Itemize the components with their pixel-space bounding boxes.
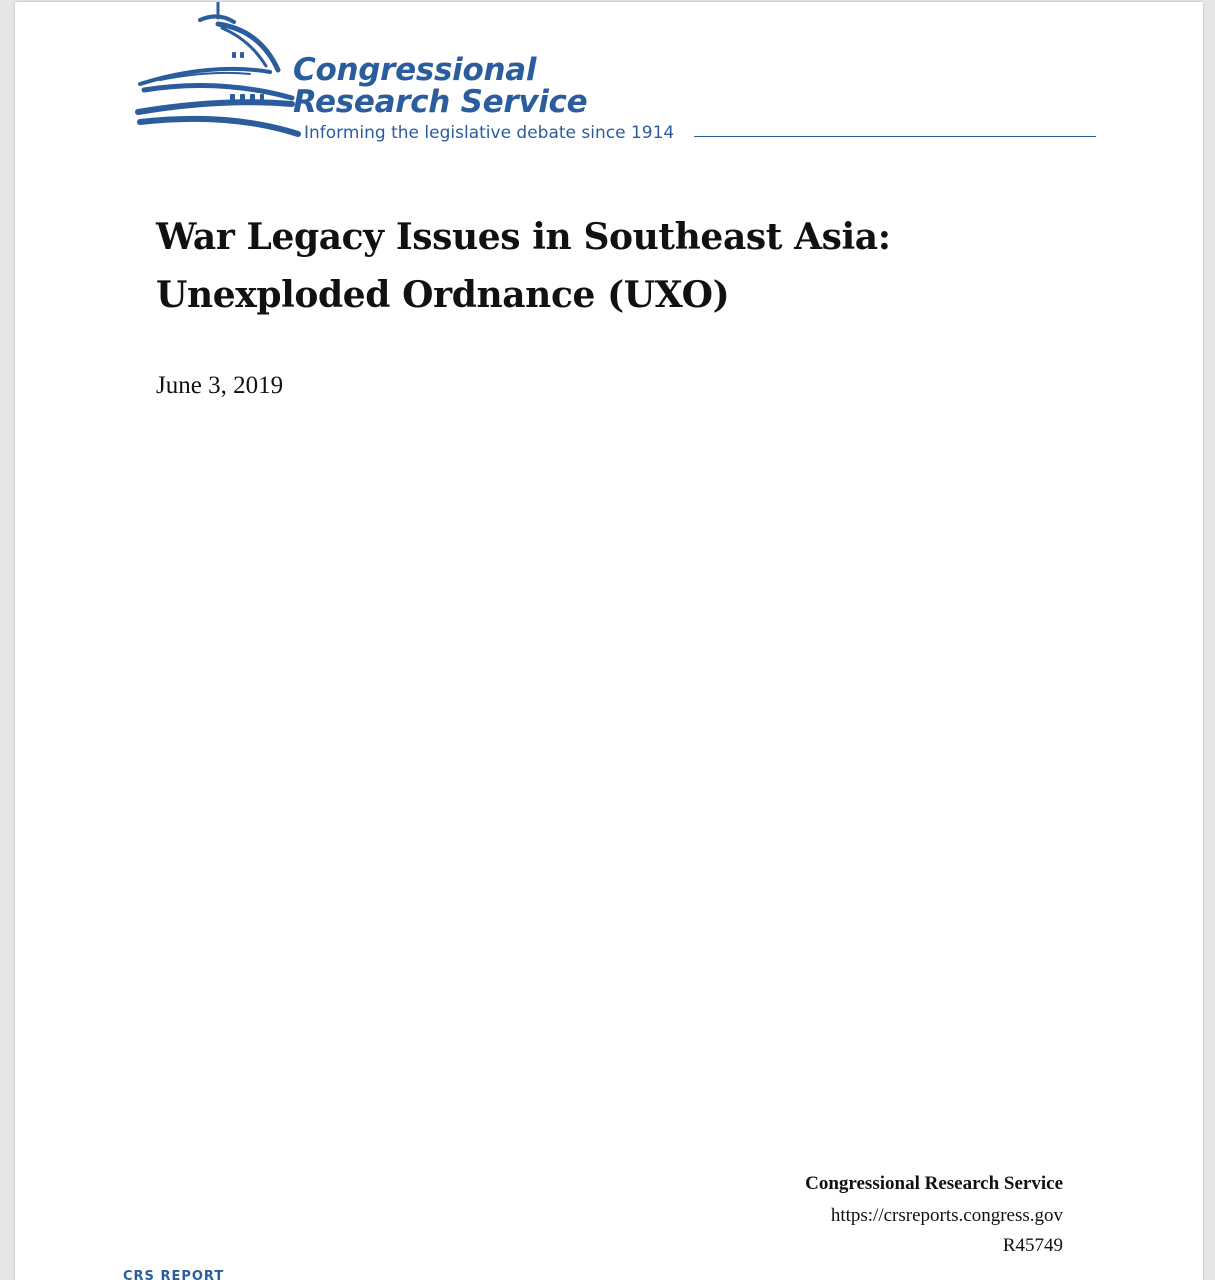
footer-organization: Congressional Research Service — [805, 1173, 1063, 1194]
logo-line-2: Research Service — [293, 84, 588, 120]
logo-line-1: Congressional — [293, 52, 537, 88]
crs-report-tag: CRS REPORT — [123, 1269, 225, 1280]
document-title-line-2: Unexploded Ordnance (UXO) — [156, 274, 730, 316]
report-number: R45749 — [1002, 1235, 1063, 1256]
footer-block — [805, 1170, 1063, 1260]
logo-divider — [694, 136, 1096, 137]
document-date: June 3, 2019 — [156, 372, 284, 399]
logo-wordmark — [293, 54, 587, 118]
document-title-line-1: War Legacy Issues in Southeast Asia: — [156, 216, 891, 258]
logo-tagline: Informing the legislative debate since 1914 — [304, 123, 675, 143]
capitol-dome-icon — [120, 2, 310, 140]
footer-url-link[interactable]: https://crsreports.congress.gov — [830, 1205, 1063, 1226]
document-title — [156, 208, 891, 324]
document-page — [15, 2, 1203, 1280]
